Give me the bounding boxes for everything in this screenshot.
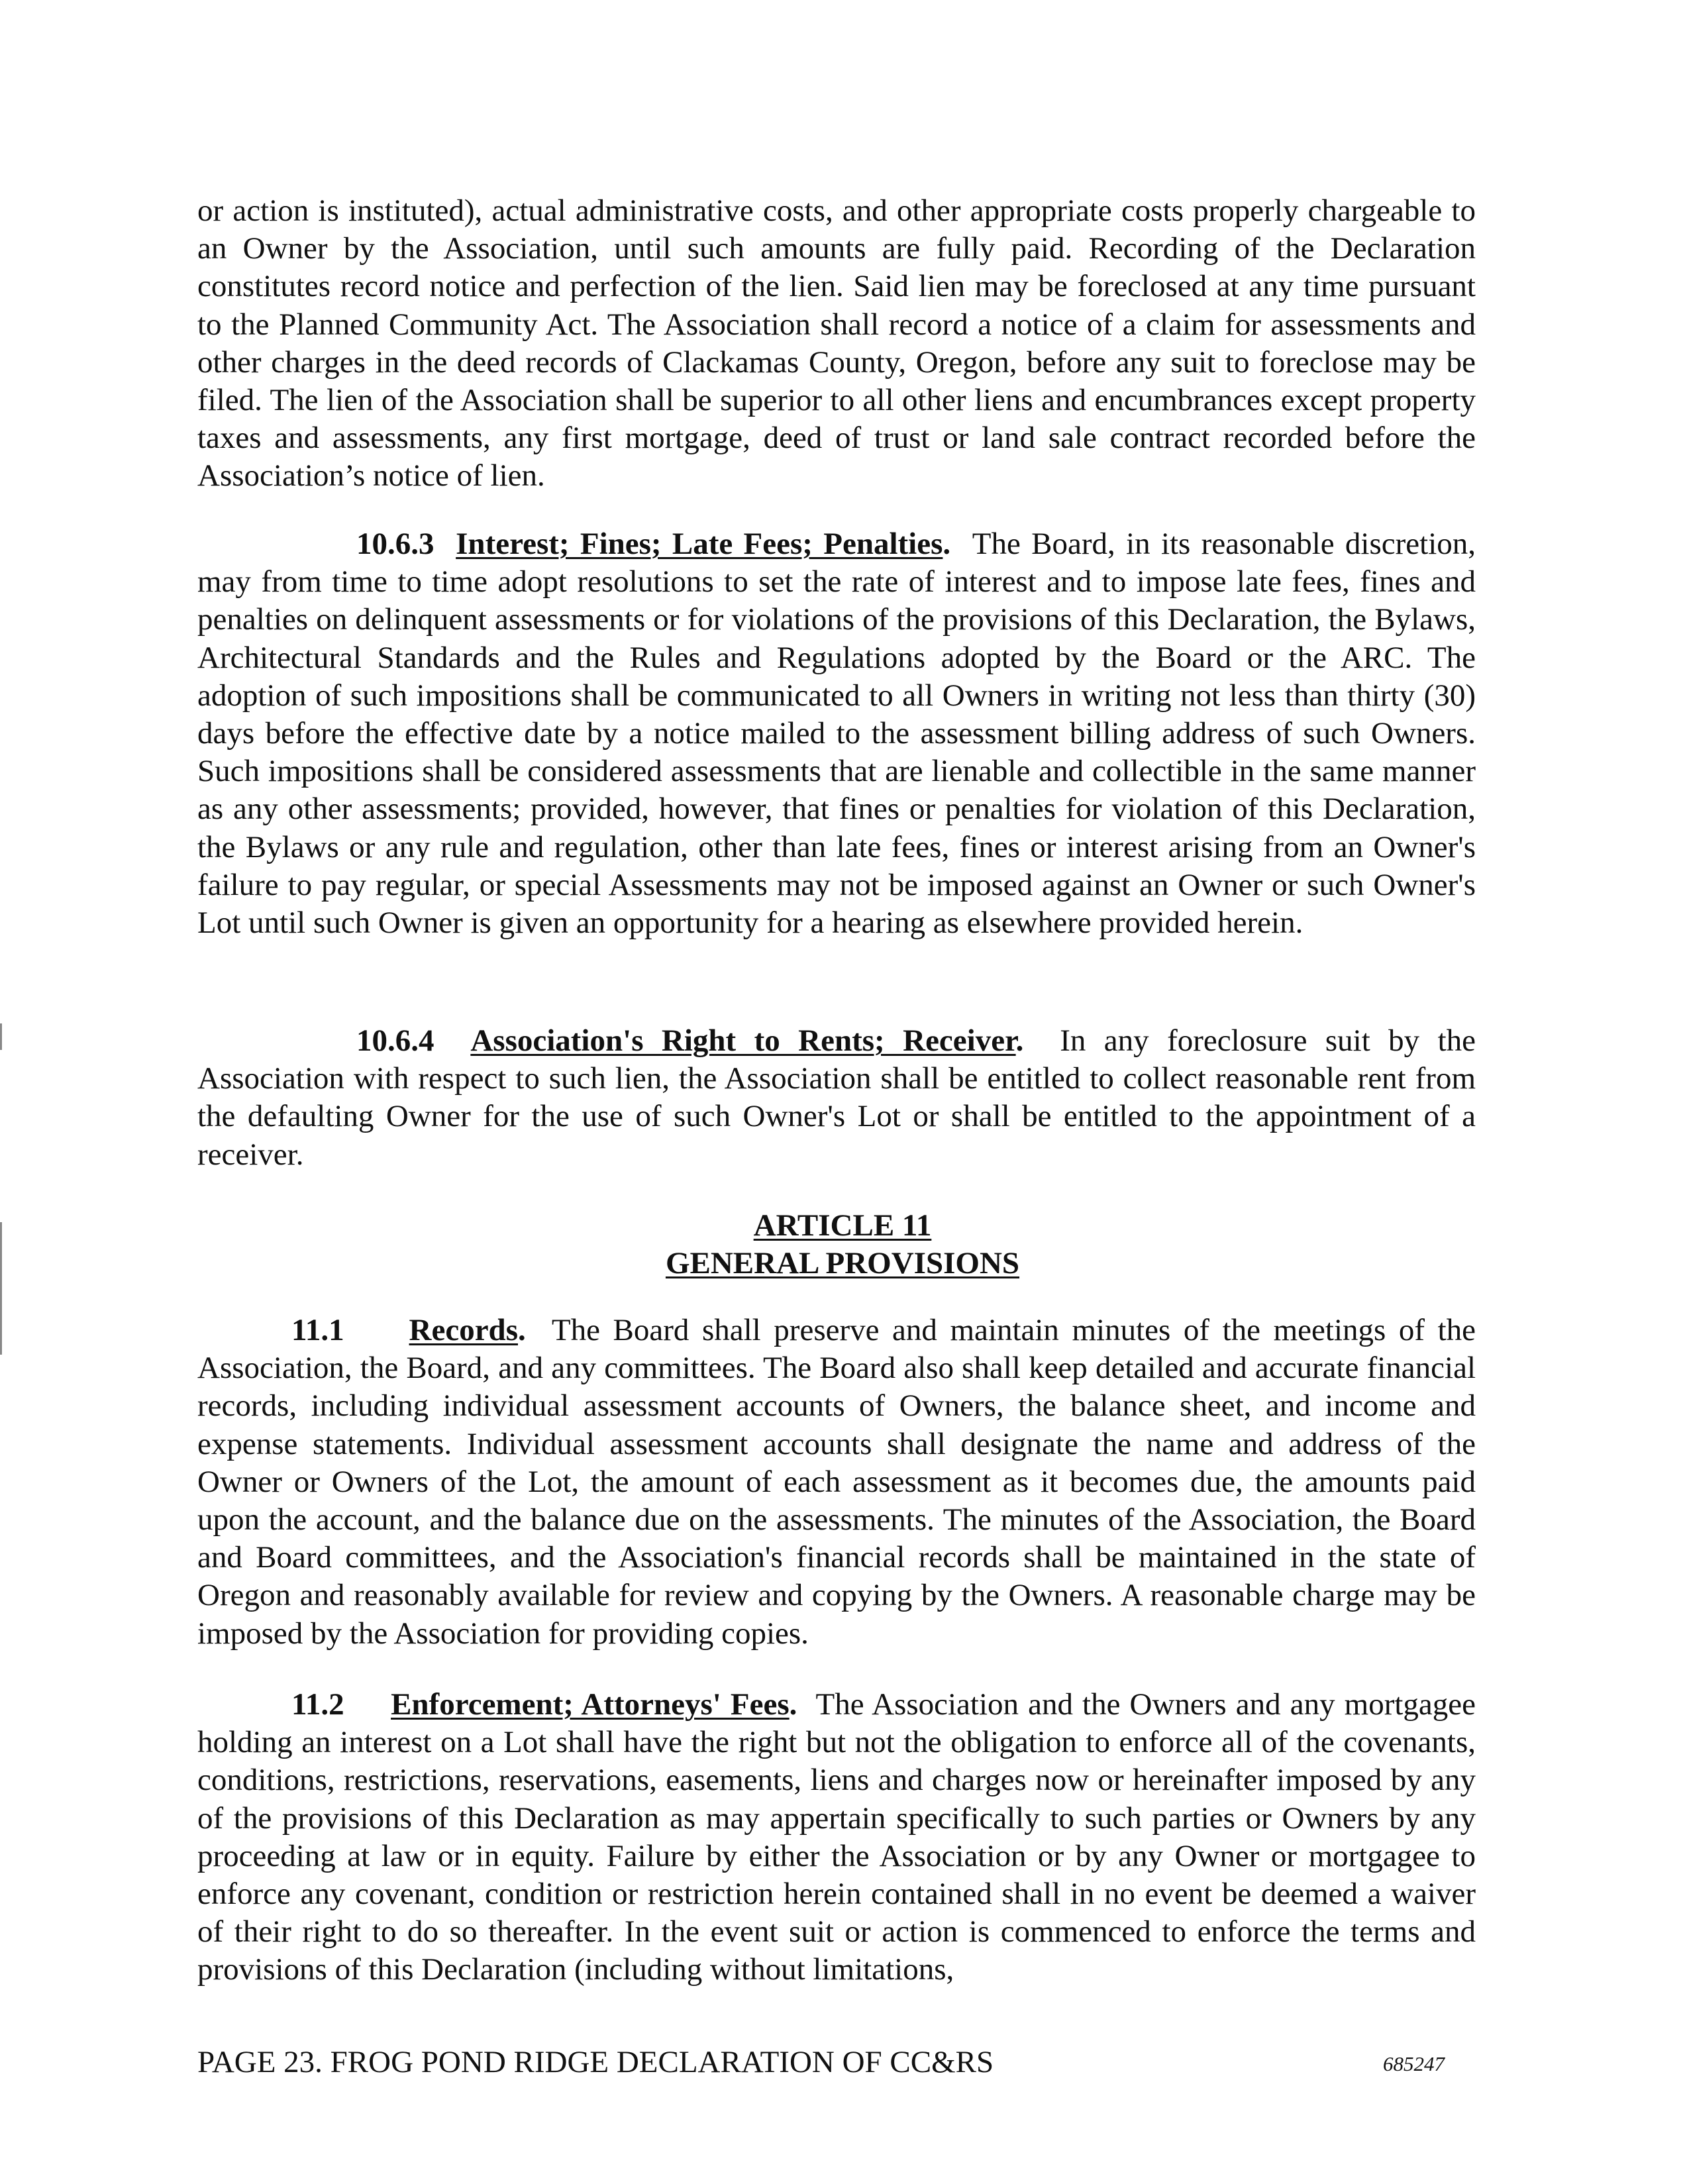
heading-punct: . xyxy=(518,1313,526,1347)
article-number-heading: ARTICLE 11 xyxy=(753,1208,932,1243)
section-number: 11.2 xyxy=(291,1687,344,1722)
heading-punct: . xyxy=(943,527,951,561)
section-number: 10.6.4 xyxy=(356,1023,434,1058)
section-body: In any foreclosure suit by the Association with respect to such lien, the Association shall be entitled to collect reasonable rent from the defaulting Owner for the use of such Owner's Lot or shall be entitled to the appointment of a receiver. xyxy=(197,1023,1476,1172)
heading-punct: . xyxy=(1015,1023,1024,1058)
section-heading: Records xyxy=(409,1313,518,1347)
section-body: The Board shall preserve and maintain minutes of the meetings of the Association, the Board, and any committees. The Board also shall keep detailed and accurate financial records, including individual assessment accounts of Owners, the balance sheet, and income and expense statements. Individual assessment accounts shall designate the name and address of the Owner or Owners of the Lot, the amount of each assessment as it becomes due, the amounts paid upon the account, and the balance due on the assessments. The minutes of the Association, the Board and Board committees, and the Association's financial records shall be maintained in the state of Oregon and reasonably available for review and copying by the Owners. A reasonable charge may be imposed by the Association for providing copies. xyxy=(197,1313,1476,1651)
section-heading: Association's Right to Rents; Receiver xyxy=(470,1023,1016,1058)
section-11-1 xyxy=(197,1312,1476,1653)
paragraph-lien-continuation: or action is instituted), actual administrative costs, and other appropriate costs properly chargeable to an Owner by the Association, until such amounts are fully paid. Recording of the Declaration constitutes record notice and perfection of the lien. Said lien may be foreclosed at any time pursuant to the Planned Community Act. The Association shall record a notice of a claim for assessments and other charges in the deed records of Clackamas County, Oregon, before any suit to foreclose may be filed. The lien of the Association shall be superior to all other liens and encumbrances except property taxes and assessments, any first mortgage, deed of trust or land sale contract recorded before the Association’s notice of lien. xyxy=(197,193,1476,494)
section-body: The Association and the Owners and any mortgagee holding an interest on a Lot shall have the right but not the obligation to enforce all of the covenants, conditions, restrictions, reservations, easements, liens and charges now or hereinafter imposed by any of the provisions of this Declaration as may appertain specifically to such parties or Owners by any proceeding at law or in equity. Failure by either the Association or by any Owner or mortgagee to enforce any covenant, condition or restriction herein contained shall in no event be deemed a waiver of their right to do so thereafter. In the event suit or action is commenced to enforce the terms and provisions of this Declaration (including without limitations, xyxy=(197,1687,1476,1987)
section-number: 10.6.3 xyxy=(356,527,434,561)
section-number: 11.1 xyxy=(291,1313,344,1347)
heading-punct: . xyxy=(789,1687,797,1722)
article-title-heading: GENERAL PROVISIONS xyxy=(665,1246,1020,1280)
scan-margin-mark xyxy=(0,1023,2,1050)
section-10-6-4 xyxy=(197,1022,1476,1174)
section-body: The Board, in its reasonable discretion, may from time to time adopt resolutions to set the rate of interest and to impose late fees, fines and penalties on delinquent assessments or for violations of the provisions of this Declaration, the Bylaws, Architectural Standards and the Rules and Regulations adopted by the Board or the ARC. The adoption of such impositions shall be communicated to all Owners in writing not less than thirty (30) days before the effective date by a notice mailed to the assessment billing address of such Owners. Such impositions shall be considered assessments that are lienable and collectible in the same manner as any other assessments; provided, however, that fines or penalties for violation of this Declaration, the Bylaws or any rule and regulation, other than late fees, fines or interest arising from an Owner's failure to pay regular, or special Assessments may not be imposed against an Owner or such Owner's Lot until such Owner is given an opportunity for a hearing as elsewhere provided herein. xyxy=(197,527,1476,941)
section-heading: Enforcement; Attorneys' Fees xyxy=(391,1687,790,1722)
section-11-2 xyxy=(197,1686,1476,1989)
page-footer-title: PAGE 23. FROG POND RIDGE DECLARATION OF CC&RS xyxy=(197,2045,994,2079)
document-number: 685247 xyxy=(1383,2052,1445,2075)
section-heading: Interest; Fines; Late Fees; Penalties xyxy=(456,527,943,561)
section-10-6-3 xyxy=(197,525,1476,942)
